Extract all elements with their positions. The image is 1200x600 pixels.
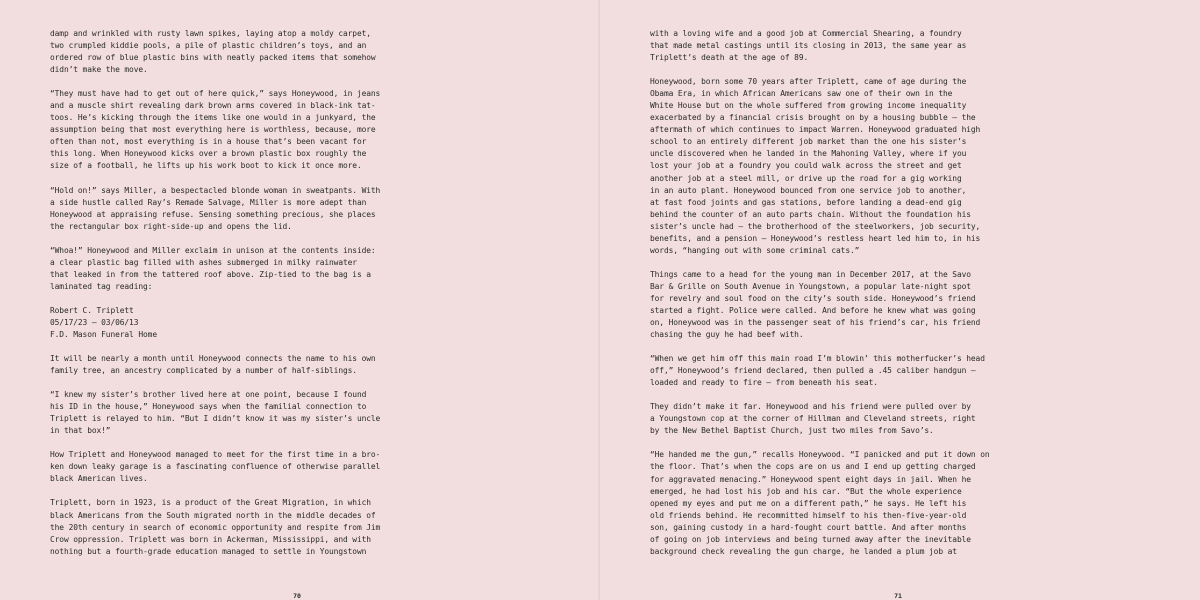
paragraph: “He handed me the gun,” recalls Honeywood. “I panicked and put it down on the floor. That’s when the cops are on us and I end up getting charged for aggravated menacing.” Honeywood spent eight days in jail. When he emerged, he had lost his job and his car. “But the whole experience opened my eyes and put me on a different path,” he says. He left his old friends behind. He recommitted himself to his then-five-year-old son, gaining custody in a hard-fought court battle. And after months of going on job interviews and being turned away after the inevitable background check revealing the gun charge, he landed a plum job at bbox=[650, 450, 990, 556]
paragraph: “When we get him off this main road I’m blowin’ this motherfucker’s head off,” Honeywood’s friend declared, then pulled a .45 caliber handgun — loaded and ready to fire — from beneath his seat. bbox=[650, 354, 985, 388]
paragraph: “Whoa!” Honeywood and Miller exclaim in unison at the contents inside: a clear plastic bag filled with ashes submerged in milky rainwater that leaked in from the tattered roof above. Zip-tied to the bag is a laminated tag reading: bbox=[50, 245, 376, 291]
paragraph: Things came to a head for the young man in December 2017, at the Savo Bar & Grille on South Avenue in Youngstown, a popular late-night spot for revelry and soul food on the city’s south side. Honeywood’s friend started a fight. Police were called. And before he knew what was going on, Honeywood was in the passenger seat of his friend’s car, his friend chasing the guy he had beef with. bbox=[650, 269, 981, 340]
paragraph: How Triplett and Honeywood managed to meet for the first time in a bro- ken down leaky garage is a fascinating confluence of otherwise parallel black American lives. bbox=[50, 450, 381, 484]
left-text-column bbox=[50, 28, 450, 570]
paragraph: “I knew my sister’s brother lived here at one point, because I found his ID in the house,” Honeywood says when the familial connection to Triplett is relayed to him. “But I didn’t know it was my sister’s uncle in that box!” bbox=[50, 390, 381, 436]
right-page bbox=[600, 0, 1200, 600]
paragraph: damp and wrinkled with rusty lawn spikes, laying atop a moldy carpet, two crumpled kiddie pools, a pile of plastic children’s toys, and an ordered row of blue plastic bins with neatly packed items that somehow didn’t make the move. bbox=[50, 29, 376, 75]
right-text-column bbox=[650, 28, 1050, 570]
paragraph: “They must have had to get out of here quick,” says Honeywood, in jeans and a muscle shirt revealing dark brown arms covered in black-ink tat- toos. He’s kicking through the items like one would in a junkyard, the assumption being that most everything here is worthless, because, more often than not, most everything is in a house that’s been vacant for this long. When Honeywood kicks over a brown plastic box roughly the size of a football, he lifts up his work boot to kick it once more. bbox=[50, 89, 381, 171]
paragraph: They didn’t make it far. Honeywood and his friend were pulled over by a Youngstown cop at the corner of Hillman and Cleveland streets, right by the New Bethel Baptist Church, just two miles from Savo’s. bbox=[650, 402, 976, 436]
tag-inscription: Robert C. Triplett 05/17/23 – 03/06/13 F.D. Mason Funeral Home bbox=[50, 305, 157, 339]
page-number-left: 70 bbox=[293, 592, 301, 600]
paragraph: Honeywood, born some 70 years after Triplett, came of age during the Obama Era, in which African Americans saw one of their own in the White House but on the whole suffered from growing income inequality exacerbated by a financial crisis brought on by a housing bubble — the aftermath of which continues to impact Warren. Honeywood graduated high school to an entirely different job market than the one his sister’s uncle discovered when he landed in the Mahoning Valley, where if you lost your job at a foundry you could walk across the street and get another job at a steel mill, or drive up the road for a gig working in an auto plant. Honeywood bounced from one service job to another, at fast food joints and gas stations, before landing a dead-end gig behind the counter of an auto parts chain. Without the foundation his sister’s uncle had — the brotherhood of the steelworkers, job security, benefits, and a pension — Honeywood’s restless heart led him to, in his words, “hanging out with some criminal cats.” bbox=[650, 77, 981, 255]
paragraph: with a loving wife and a good job at Commercial Shearing, a foundry that made metal castings until its closing in 2013, the same year as Triplett’s death at the age of 89. bbox=[650, 29, 967, 63]
page-number-right: 71 bbox=[894, 592, 902, 600]
paragraph: “Hold on!” says Miller, a bespectacled blonde woman in sweatpants. With a side hustle called Ray’s Remade Salvage, Miller is more adept than Honeywood at appraising refuse. Sensing something precious, she places the rectangular box right-side-up and opens the lid. bbox=[50, 185, 381, 231]
paragraph: Triplett, born in 1923, is a product of the Great Migration, in which black Americans from the South migrated north in the middle decades of the 20th century in search of economic opportunity and respite from Jim Crow oppression. Triplett was born in Ackerman, Mississippi, and with nothing but a fourth-grade education managed to settle in Youngstown bbox=[50, 498, 381, 556]
paragraph: It will be nearly a month until Honeywood connects the name to his own family tree, an ancestry complicated by a number of half-siblings. bbox=[50, 354, 376, 376]
